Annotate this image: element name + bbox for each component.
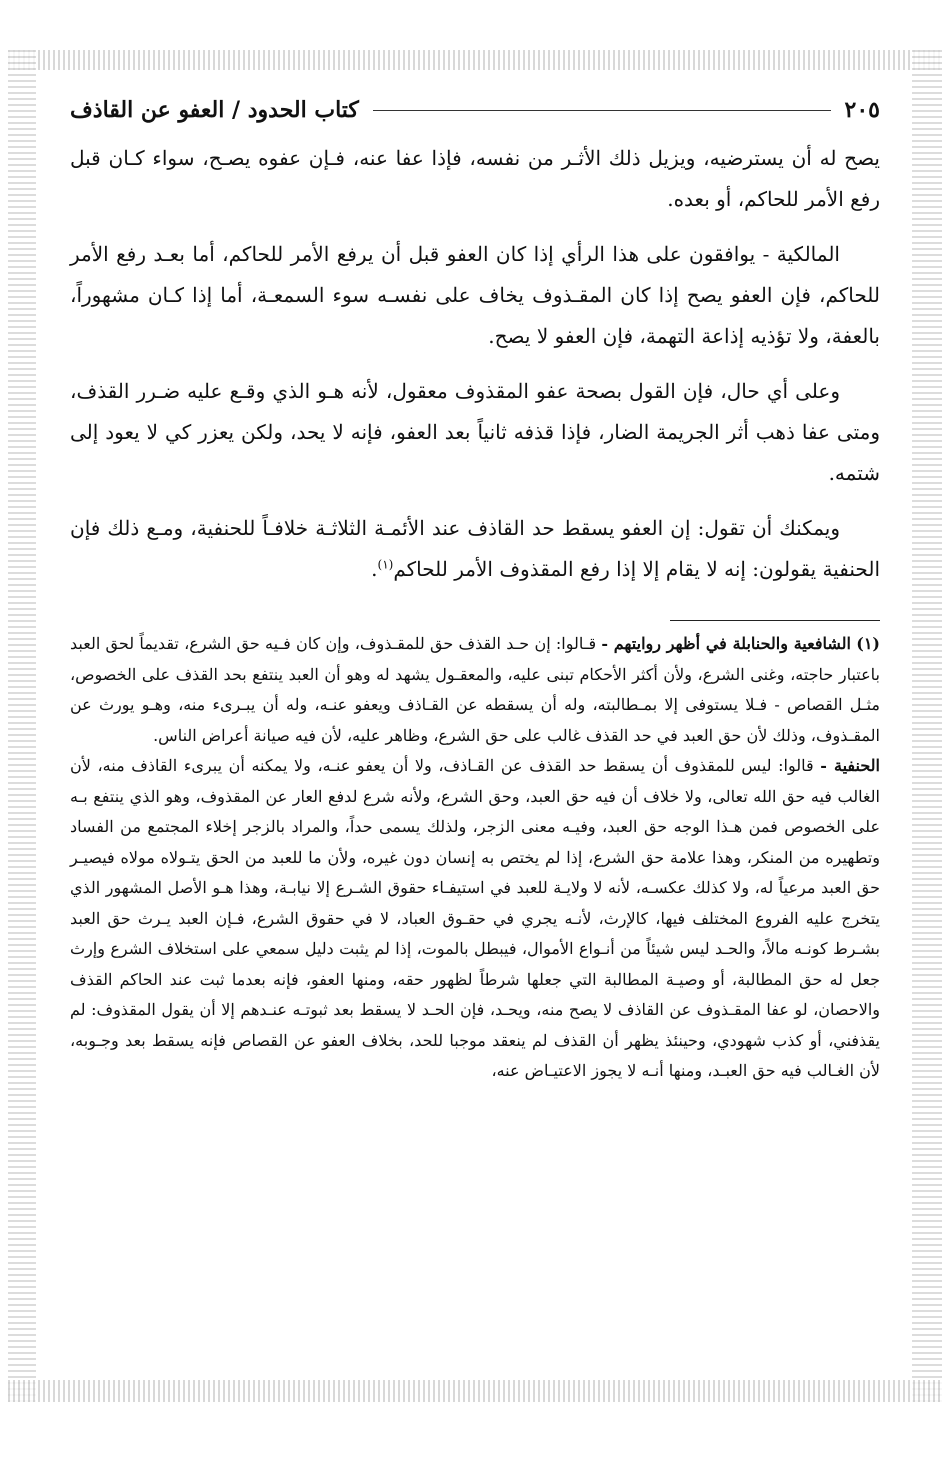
paragraph-4	[70, 508, 880, 590]
decorative-border-top	[8, 50, 942, 70]
paragraph-3: وعلى أي حال، فإن القول بصحة عفو المقذوف معقول، لأنه هـو الذي وقـع عليه ضـرر القذف، ومتى عفا ذهب أثر الجريمة الضار، فإذا قذفه ثانياً بعد العفو، فإنه لا يحد، ولكن يعزر كي لا يعود إلى شتمه.	[70, 379, 880, 485]
footnote-2-text: قالوا: ليس للمقذوف أن يسقط حد القذف عن القـاذف، ولا أن يعفو عنـه، ولا يمكنه أن يبرىء القاذف منه، لأن الغالب فيه حق الله تعالى، ولا خلاف أن فيه حق العبد، وحق الشرع، ولأنه شرع لدفع العار عن المقذوف، وهو الذي ينتفع بـه على الخصوص فمن هـذا الوجه حق العبد، وفيـه معنى الزجر، ولذلك يسمى حداً، والمراد بالزجر إخلاء المجتمع من الفساد وتطهيره من المنكر، وهذا علامة حق الشرع، إذا لم يختص به إنسان دون غيره، ولأن ما للعبد من الحق يتـولاه مولاه فيصيـر حق العبد مرعياً له، ولا كذلك عكسـه، لأنه لا ولايـة للعبد في استيفـاء حقوق الشـرع إلا نيابـة، وهذا هـو الأصل المشهور الذي يتخرج عليه الفروع المختلف فيها، كالإرث، لأنـه يجري في حقـوق العباد، لا في حقوق الشرع، فـإن العبد يـرث حق العبد بشـرط كونـه مالاً، والحـد ليس شيئاً من أنـواع الأموال، فيبطل بالموت، إذا لم يثبت دليل سمعي على استخلاف الشرع وإرث جعل له حق المطالبة، أو وصيـة المطالبة التي جعلها شرطاً لظهور حقه، ومنها العفو، فإنه بعدما ثبت عند الحاكم القذف والاحصان، لو عفا المقـذوف عن القاذف لا يصح منه، ويحـد، فإن الحـد لا يسقط بعد ثبوتـه عنـدهم إلا أن يقول المقذوف: لم يقذفني، أو كذب شهودي، وحينئذ يظهر أن القذف لم ينعقد موجبا للحد، بخلاف العفو عن القصاص فإنه يسقط بعد وجـوبه، لأن الغـالب فيه حق العبـد، ومنها أنـه لا يجوز الاعتيـاض عنه،	[70, 756, 881, 1080]
footnotes	[70, 629, 880, 1087]
footnote-1-text: قـالوا: إن حـد القذف حق للمقـذوف، وإن كان فـيه حق الشرع، تقديماً لحق العبد باعتبار حاجته، وغنى الشرع، ولأن أكثر الأحكام تبنى عليه، والمعقـول يشهد له وهو أن العبد ينتفع بحد القذف على الخصوص، مثـل القصاص - فـلا يستوفى إلا بمـطالبته، وله أن يسقطه عن القـاذف ويعفو عنـه، وله أن يبـرىء منه، وهـو يورث عن المقـذوف، وذلك لأن حق العبد في حد القذف غالب على حق الشرع، وظاهر عليه، لأن فيه صيانة أعراض الناس.	[70, 634, 881, 745]
decorative-border-bottom	[8, 1380, 942, 1402]
header-title: كتاب الحدود / العفو عن القاذف	[70, 97, 359, 123]
paragraph-4-text: ويمكنك أن تقول: إن العفو يسقط حد القاذف عند الأئمـة الثلاثـة خلافـاً للحنفية، ومـع ذلك فإن الحنفية يقولون: إنه لا يقام إلا إذا رفع المقذوف الأمر للحاكم	[70, 516, 880, 581]
paragraph-4-end: .	[371, 557, 378, 581]
decorative-border-left	[8, 50, 36, 1402]
footnote-2	[70, 751, 880, 1087]
footnote-reference: (١)	[377, 557, 394, 572]
header-rule	[373, 110, 831, 111]
page-number: ٢٠٥	[844, 97, 880, 123]
footnote-separator	[670, 620, 880, 621]
footnote-marker: (١)	[856, 634, 880, 653]
footnote-2-lead: الحنفية -	[820, 756, 881, 775]
paragraph-1: يصح له أن يسترضيه، ويزيل ذلك الأثـر من نفسه، فإذا عفا عنه، فـإن عفوه يصـح، سواء كـان قبل رفع الأمر للحاكم، أو بعده.	[70, 146, 880, 211]
decorative-border-right	[912, 50, 942, 1402]
main-text	[70, 138, 880, 590]
footnote-1-lead: الشافعية والحنابلة في أظهر روايتهم -	[601, 634, 851, 653]
footnote-1	[70, 629, 880, 751]
paragraph-2: المالكية - يوافقون على هذا الرأي إذا كان العفو قبل أن يرفع الأمر للحاكم، أما بعـد رفع الأمر للحاكم، فإن العفو يصح إذا كان المقـذوف يخاف على نفسـه سوء السمعـة، أما إذا كـان مشهوراً، بالعفة، ولا تؤذيه إذاعة التهمة، فإن العفو لا يصح.	[70, 242, 880, 348]
page-content	[70, 138, 880, 1087]
running-header	[70, 90, 880, 130]
